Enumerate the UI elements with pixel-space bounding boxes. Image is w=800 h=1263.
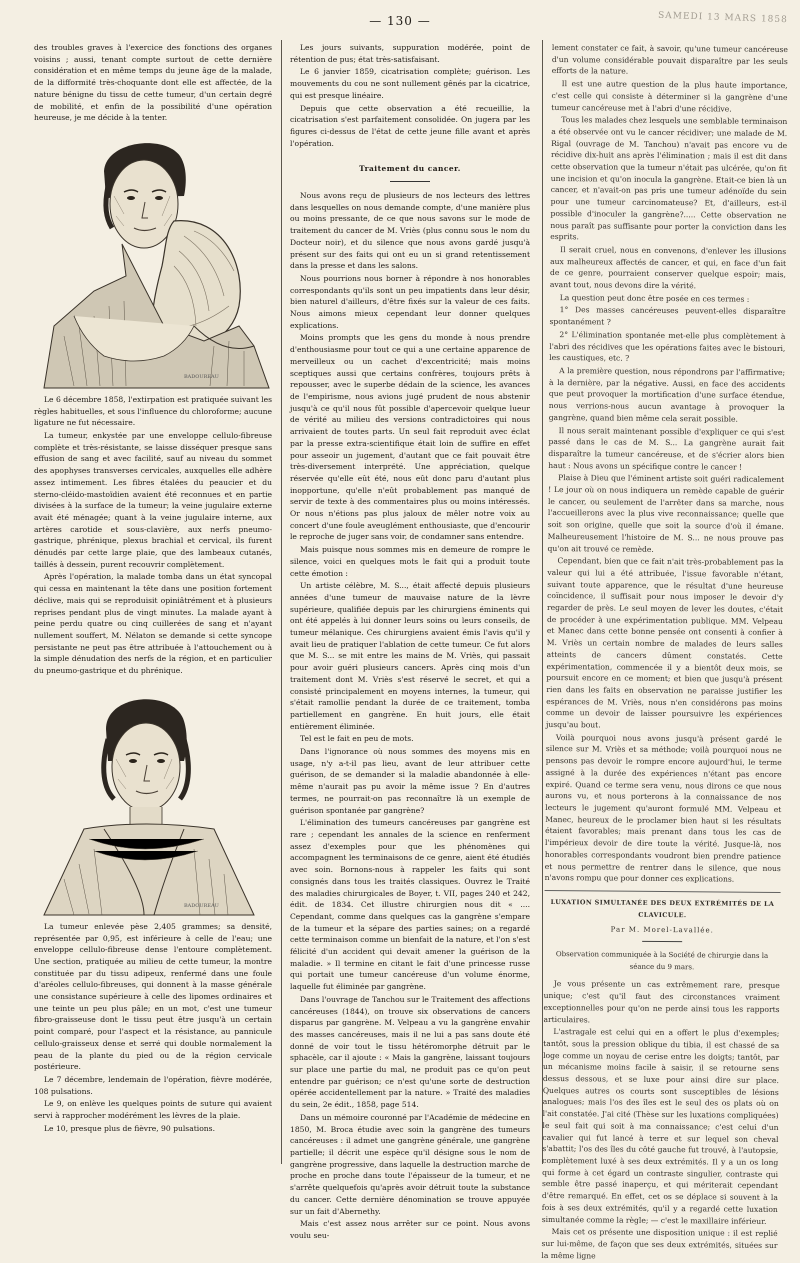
paragraph: Voilà pourquoi nous avons jusqu'à présent gardé le silence sur M. Vriès et sa méthode; voilà pourquoi nous ne pensons pas devoir le rompre encore aujourd'hui, le terme assigné à la durée des expériences n'étant pas encore expiré. Quand ce terme sera venu, nous dirons ce que nous aurons vu, et nous porterons à la connaissance de nos lecteurs le jugement qu'auront formulé MM. Velpeau et Manec, heureux de le proclamer bien haut si les résultats étaient favorables; mais prenant dans tous les cas de l'impérieux devoir de dire toute la vérité. Jusque-là, nos honorables correspondants voudront bien prendre patience et nous permettre de rentrer dans le silence, que nous n'avons rompu que pour donner ces explications.	[544, 732, 782, 884]
paragraph: Le 9, on enlève les quelques points de suture qui avaient servi à rapprocher modérément les lèvres de la plaie.	[34, 1099, 272, 1121]
paragraph: La question peut donc être posée en ces termes :	[559, 292, 750, 304]
engraver-signature: BADOUREAU	[184, 373, 219, 380]
paragraph: Dans un mémoire couronné par l'Académie de médecine en 1850, M. Broca étudie avec soin la gangrène des tumeurs cancéreuses : il admet une gangrène générale, une gangrène partielle; il décrit une espèce qu'il désigne sous le nom de gangrène progressive, dans laquelle la destruction marche de proche en proche dans toute l'épaisseur de la tumeur, et ne s'arrête quelquefois qu'après avoir détruit toute la substance du cancer. Cette dernière dénomination se trouve appuyée sur un fait d'Abernethy.	[290, 1112, 530, 1216]
paragraph: 2° L'élimination spontanée met-elle plus complètement à l'abri des récidives que les opérations faites avec le bistouri, les caustiques, etc. ?	[549, 329, 786, 363]
paragraph: Cependant, bien que ce fait n'ait très-probablement pas la valeur qui lui a été attribuée, l'issue favorable n'étant, suivant toute apparence, que le résultat d'une heureuse coïncidence, il suffisait pour nous imposer le devoir d'y regarder de près. Le seul moyen de lever les doutes, c'était de procéder à une expérimentation publique. MM. Velpeau et Manec dans cette bonne pensée ont consenti à confier à M. Vriès un certain nombre de malades de leurs salles atteints de cancers dûment constatés. Cette expérimentation, commencée il y a bientôt deux mois, se poursuit encore en ce moment; et bien que jusqu'à présent rien dans les faits en observation ne paraisse justifier les espérances de M. Vriès, nous n'en considérons pas moins comme un devoir de laisser poursuivre les expériences jusqu'au bout.	[546, 556, 784, 730]
page-number: — 130 —	[369, 14, 431, 28]
section-rule	[642, 941, 682, 942]
section-rule	[390, 181, 430, 182]
column-3	[541, 42, 788, 1261]
paragraph: Dans l'ouvrage de Tanchou sur le Traitement des affections cancéreuses (1844), on trouve six observations de cancers disparus par gangrène. M. Velpeau a vu la gangrène envahir des masses cancéreuses, mais il ne lui a pas sans doute été donné de voir tout le tissu hétéromorphe détruit par le sphacèle, car il ajoute : « Mais la gangrène, laissant toujours sur place une partie du mal, ne produit pas ce qu'on peut entendre par guérison; ce n'est qu'une sorte de destruction opérée accidentellement par la nature. » Traité des maladies du sein, 2e édit., 1858, page 514.	[290, 994, 530, 1110]
paragraph: La tumeur enlevée pèse 2,405 grammes; sa densité, représentée par 0,95, est inférieure à celle de l'eau; une enveloppe cellulo-fibreuse dense l'entoure complètement. Une section, pratiquée au milieu de cette tumeur, la montre constituée par du tissu adipeux, renfermé dans une foule d'aréoles cellulo-fibreuses, qui donnent à la masse générale une consistance supérieure à celle des lipomes ordinaires et une teinte un peu plus pâle; en un mot, c'est une tumeur fibro-graisseuse dont le tissu peut être jusqu'à un certain point comparé, pour l'aspect et la résistance, au pannicule cellulo-graisseux dense et serré qui double normalement la peau de la plante du pied ou de la région cervicale postérieure.	[34, 921, 272, 1072]
portrait-with-neck-tumor-illustration	[34, 126, 272, 388]
paragraph: des troubles graves à l'exercice des fonctions des organes voisins ; aussi, tenant compte surtout de cette dernière considération et en même temps du jeune âge de la malade, de la difformité très-choquante dont elle est affectée, de la nature bénigne du tissu de cette tumeur, d'un certain degré de mobilité, et enfin de la possibilité d'une opération heureuse, je me décide à la tenter.	[34, 43, 272, 123]
paragraph: Le 10, presque plus de fièvre, 90 pulsations.	[44, 1123, 215, 1133]
column-rule	[281, 40, 282, 1164]
paragraph: Mais cet os présente une disposition unique : il est replié sur lui-même, de façon que ses deux extrémités, situées sur la même ligne	[541, 1227, 778, 1261]
paragraph: Il nous serait maintenant possible d'expliquer ce qui s'est passé dans le cas de M. S... La gangrène aurait fait disparaître la tumeur cancéreuse, et de s'écrier alors bien haut : Nous avons un spécifique contre le cancer !	[548, 425, 785, 472]
paragraph: Tel est le fait en peu de mots.	[300, 734, 414, 744]
engraver-signature: BADOUREAU	[184, 902, 219, 909]
paragraph: Nous avons reçu de plusieurs de nos lecteurs des lettres dans lesquelles on nous demande compte, d'une manière plus ou moins pressante, de ce que nous savons sur le mode de traitement du cancer de M. Vriès (plus connu sous le nom du Docteur noir), et du silence que nous avons gardé jusqu'à présent sur des faits qui ont eu un si grand retentissement dans la presse et dans les salons.	[290, 191, 530, 271]
paragraph: Tous les malades chez lesquels une semblable terminaison a été observée ont vu le cancer récidiver; une malade de M. Rigal (ouvrage de M. Tanchou) n'avait pas encore vu de récidive dix-huit ans après l'élimination ; mais il est dit dans cette observation que la tumeur n'était pas ulcérée, qu'on fit une incision et qu'on inocula la gangrène. Etait-ce bien là un cancer, et n'avait-on pas pris une tumeur adénoïde du sein pour une tumeur carcinomateuse? Et, d'ailleurs, est-il possible d'inoculer la gangrène?..... Cette observation ne nous paraît pas suffisante pour porter la conviction dans les esprits.	[550, 115, 788, 242]
paragraph: Je vous présente un cas extrêmement rare, presque unique; c'est qu'il faut des circonstances vraiment exceptionnelles pour qu'on ne perde ainsi tous les rapports articulaires.	[543, 979, 780, 1024]
paragraph: Depuis que cette observation a été recueillie, la cicatrisation s'est parfaitement consolidée. On jugera par les figures ci-dessus de l'état de cette jeune fille avant et après l'opération.	[290, 103, 530, 148]
paragraph: Il est une autre question de la plus haute importance, c'est celle qui consiste à déterminer si la gangrène d'une tumeur cancéreuse met à l'abri d'une récidive.	[551, 79, 788, 114]
paragraph: Mais puisque nous sommes mis en demeure de rompre le silence, voici en quelques mots le fait qui a produit toute cette émotion :	[290, 545, 530, 578]
paragraph: Dans l'ignorance où nous sommes des moyens mis en usage, n'y a-t-il pas lieu, avant de leur attribuer cette guérison, de se demander si la maladie abandonnée à elle-même n'aurait pas pu avoir la même issue ? En d'autres termes, ne pourrait-on pas reconnaître là un exemple de guérison spontanée par gangrène?	[290, 747, 530, 815]
paragraph: Après l'opération, la malade tomba dans un état syncopal qui cessa en maintenant la tête dans une position fortement déclive, mais qui se reproduisit opiniâtrément et à plusieurs reprises pendant plus de vingt minutes. La malade ayant à peine perdu quatre ou cinq cuillerées de sang et n'ayant nullement souffert, M. Nélaton se demande si cette syncope persistante ne peut pas être attribuée à l'attouchement ou à la simple dénudation des nerfs de la région, et en particulier du pneumo-gastrique et du phrénique.	[34, 572, 272, 676]
paragraph: Plaise à Dieu que l'éminent artiste soit guéri radicalement ! Le jour où on nous indiquera un remède capable de guérir le cancer, ou seulement de l'arrêter dans sa marche, nous l'accueillerons avec la plus vive reconnaissance; quelle que soit son origine, quelle que soit la source d'où il émane. Malheureusement l'histoire de M. S... ne nous prouve pas qu'on ait trouvé ce remède.	[547, 473, 785, 554]
paragraph: Le 6 janvier 1859, cicatrisation complète; guérison. Les mouvements du cou ne sont nullement gênés par la cicatrice, qui est presque linéaire.	[290, 67, 530, 100]
article-byline: Par M. Morel-Lavallée.	[610, 925, 714, 935]
paragraph: Les jours suivants, suppuration modérée, point de rétention de pus; état très-satisfaisant.	[290, 43, 530, 64]
paragraph: 1° Des masses cancéreuses peuvent-elles disparaître spontanément ?	[549, 305, 786, 327]
bleed-through-header: SAMEDI 13 MARS 1858	[658, 10, 789, 26]
paragraph: L'astragale est celui qui en a offert le plus d'exemples; tantôt, sous la pression oblique du tibia, il est chassé de sa loge comme un noyau de cerise entre les doigts; tantôt, par un mécanisme moins facile à saisir, il se retourne sens dessus dessous, et se luxe pour ainsi dire sur place. Quelques autres os courts sont susceptibles de lésions analogues; mais l'os des îles est le seul des os plats où on l'ait constatée. J'ai cité (Thèse sur les luxations compliquées) le seul fait qui soit à ma connaissance; c'est celui d'un cavalier qui fut lancé à terre et sur lequel son cheval s'abattit; l'os des îles du côté gauche fut trouvé, à l'autopsie, complètement luxé à ses deux extrémités. Il y a un os long qui forme à cet égard un contraste singulier, contraste qui semble être passé inaperçu, et qui mériterait cependant d'être remarqué. En effet, cet os se déplace si souvent à la fois à ses deux extrémités, qu'il y a regardé cette luxation simultanée comme la règle; — c'est le maxillaire inférieur.	[541, 1027, 780, 1226]
section-rule	[545, 890, 781, 893]
column-2	[290, 42, 530, 1240]
paragraph: Le 7 décembre, lendemain de l'opération, fièvre modérée, 108 pulsations.	[34, 1074, 272, 1096]
paragraph: L'élimination des tumeurs cancéreuses par gangrène est rare ; cependant les annales de la science en renferment assez d'exemples pour que les phénomènes qui accompagnent les terminaisons de ce genre, aient été étudiés avec soin. Bornons-nous à rappeler les faits qui sont consignés dans tous les traités classiques. Ouvrez le Traité des maladies chirurgicales de Boyer, t. VII, pages 240 et 242, édit. de 1834. Cet illustre chirurgien nous dit « .... Cependant, comme dans quelques cas la gangrène s'empare de la tumeur et la sépare des parties saines; on a regardé cette terminaison comme un bienfait de la nature, et l'on s'est félicité d'un accident qui devait amener la guérison de la maladie. » Il termine en citant le fait d'une princesse russe qui portait une tumeur cancéreuse d'un volume énorme, laquelle fut éliminée par gangrène.	[290, 818, 530, 992]
section-heading: Traitement du cancer.	[359, 164, 461, 174]
paragraph: Un artiste célèbre, M. S..., était affecté depuis plusieurs années d'une tumeur de mauvaise nature de la lèvre supérieure, qualifiée depuis par les chirurgiens éminents qui ont été appelés à lui donner leurs soins ou leurs conseils, de tumeur mélanique. Ces chirurgiens avaient émis l'avis qu'il y avait lieu de pratiquer l'ablation de cette tumeur. Ce fut alors que M. S... se mit entre les mains de M. Vriès, qui passait pour avoir guéri plusieurs cancers. Après cinq mois d'un traitement dont M. Vriès s'est réservé le secret, et qui a consisté principalement en moyens internes, la tumeur, qui s'était ramollie pendant la durée de ce traitement, tomba partiellement en gangrène. En huit jours, elle était entièrement éliminée.	[290, 581, 530, 731]
paragraph: A la première question, nous répondrons par l'affirmative; à la dernière, par la négative. Aussi, en face des accidents que peut provoquer la mortification d'une surface étendue, nous verrions-nous aucun avantage à provoquer la gangrène, quand bien même cela serait possible.	[548, 366, 786, 424]
paragraph: Nous pourrions nous borner à répondre à nos honorables correspondants qu'ils sont un peu impatients dans leur désir, bien naturel d'ailleurs, d'être fixés sur la valeur de ces faits. Nous aimons mieux cependant leur donner quelques explications.	[290, 273, 530, 330]
figure-before-operation	[34, 126, 272, 388]
article-note: Observation communiquée à la Société de chirurgie dans la séance du 9 mars.	[555, 950, 769, 972]
paragraph: Il serait cruel, nous en convenons, d'enlever les illusions aux malheureux affectés de cancer, et qui, en face d'un fait de ce genre, pourraient conserver quelque espoir; mais, avant tout, nous devons dire la vérité.	[549, 245, 787, 291]
paragraph: Mais c'est assez nous arrêter sur ce point. Nous avons voulu seu-	[290, 1219, 530, 1240]
portrait-after-operation-illustration	[34, 679, 272, 915]
paragraph: Le 6 décembre 1858, l'extirpation est pratiquée suivant les règles habituelles, et sous l'influence du chloroforme; aucune ligature ne fut nécessaire.	[34, 394, 272, 428]
paragraph: La tumeur, enkystée par une enveloppe cellulo-fibreuse complète et très-résistante, se laisse disséquer presque sans effusion de sang et avec facilité, sauf au niveau du sommet des apophyses transverses cervicales, auxquelles elle adhère assez intimement. Les fibres étalées du peaucier et du sterno-cléido-mastoïdien avaient été reconnues et en partie divisées à la surface de la tumeur; la veine jugulaire externe avait été ménagée; quant à la veine jugulaire interne, aux artères carotide et sous-clavière, aux nerfs pneumo-gastrique, phrénique, plexus brachial et cervical, ils furent dénudés par cette large plaie, que des lambeaux cutanés, taillés à dessein, purent recouvrir complètement.	[34, 431, 272, 569]
paragraph: Moins prompts que les gens du monde à nous prendre d'enthousiasme pour tout ce qui a une certaine apparence de merveilleux ou un cachet d'excentricité; mais moins sceptiques aussi que certains confrères, toujours prêts à repousser, avec le superbe dédain de la science, les avances de l'empirisme, nous avions jugé prudent de nous abstenir jusqu'à ce qu'il nous fût possible d'apercevoir quelque lueur de vérité au milieu des versions contradictoires qui nous arrivaient de toutes parts. Un seul fait reproduit avec éclat par la presse extra-scientifique était loin de suffire en effet pour asseoir un jugement, d'autant que ce fait pouvait être très-diversement interprété. Une appréciation, quelque réservée qu'elle eût été, nous eût donc paru d'autant plus inopportune, qu'elle n'eût probablement pas manqué de servir de texte à des commentaires plus ou moins intéressés. Or nous n'étions pas plus jaloux de mêler notre voix au concert d'une foule aveuglément enthousiaste, que d'encourir le reproche de juger sans voir, de condamner sans entendre.	[290, 333, 530, 542]
article-heading: LUXATION SIMULTANÉE DES DEUX EXTRÉMITÉS DE LA CLAVICULE.	[550, 897, 775, 919]
column-1	[34, 42, 272, 1166]
figure-after-operation	[34, 679, 272, 915]
paragraph: lement constater ce fait, à savoir, qu'une tumeur cancéreuse d'un volume considérable pouvait disparaître par les seuls efforts de la nature.	[551, 42, 788, 77]
